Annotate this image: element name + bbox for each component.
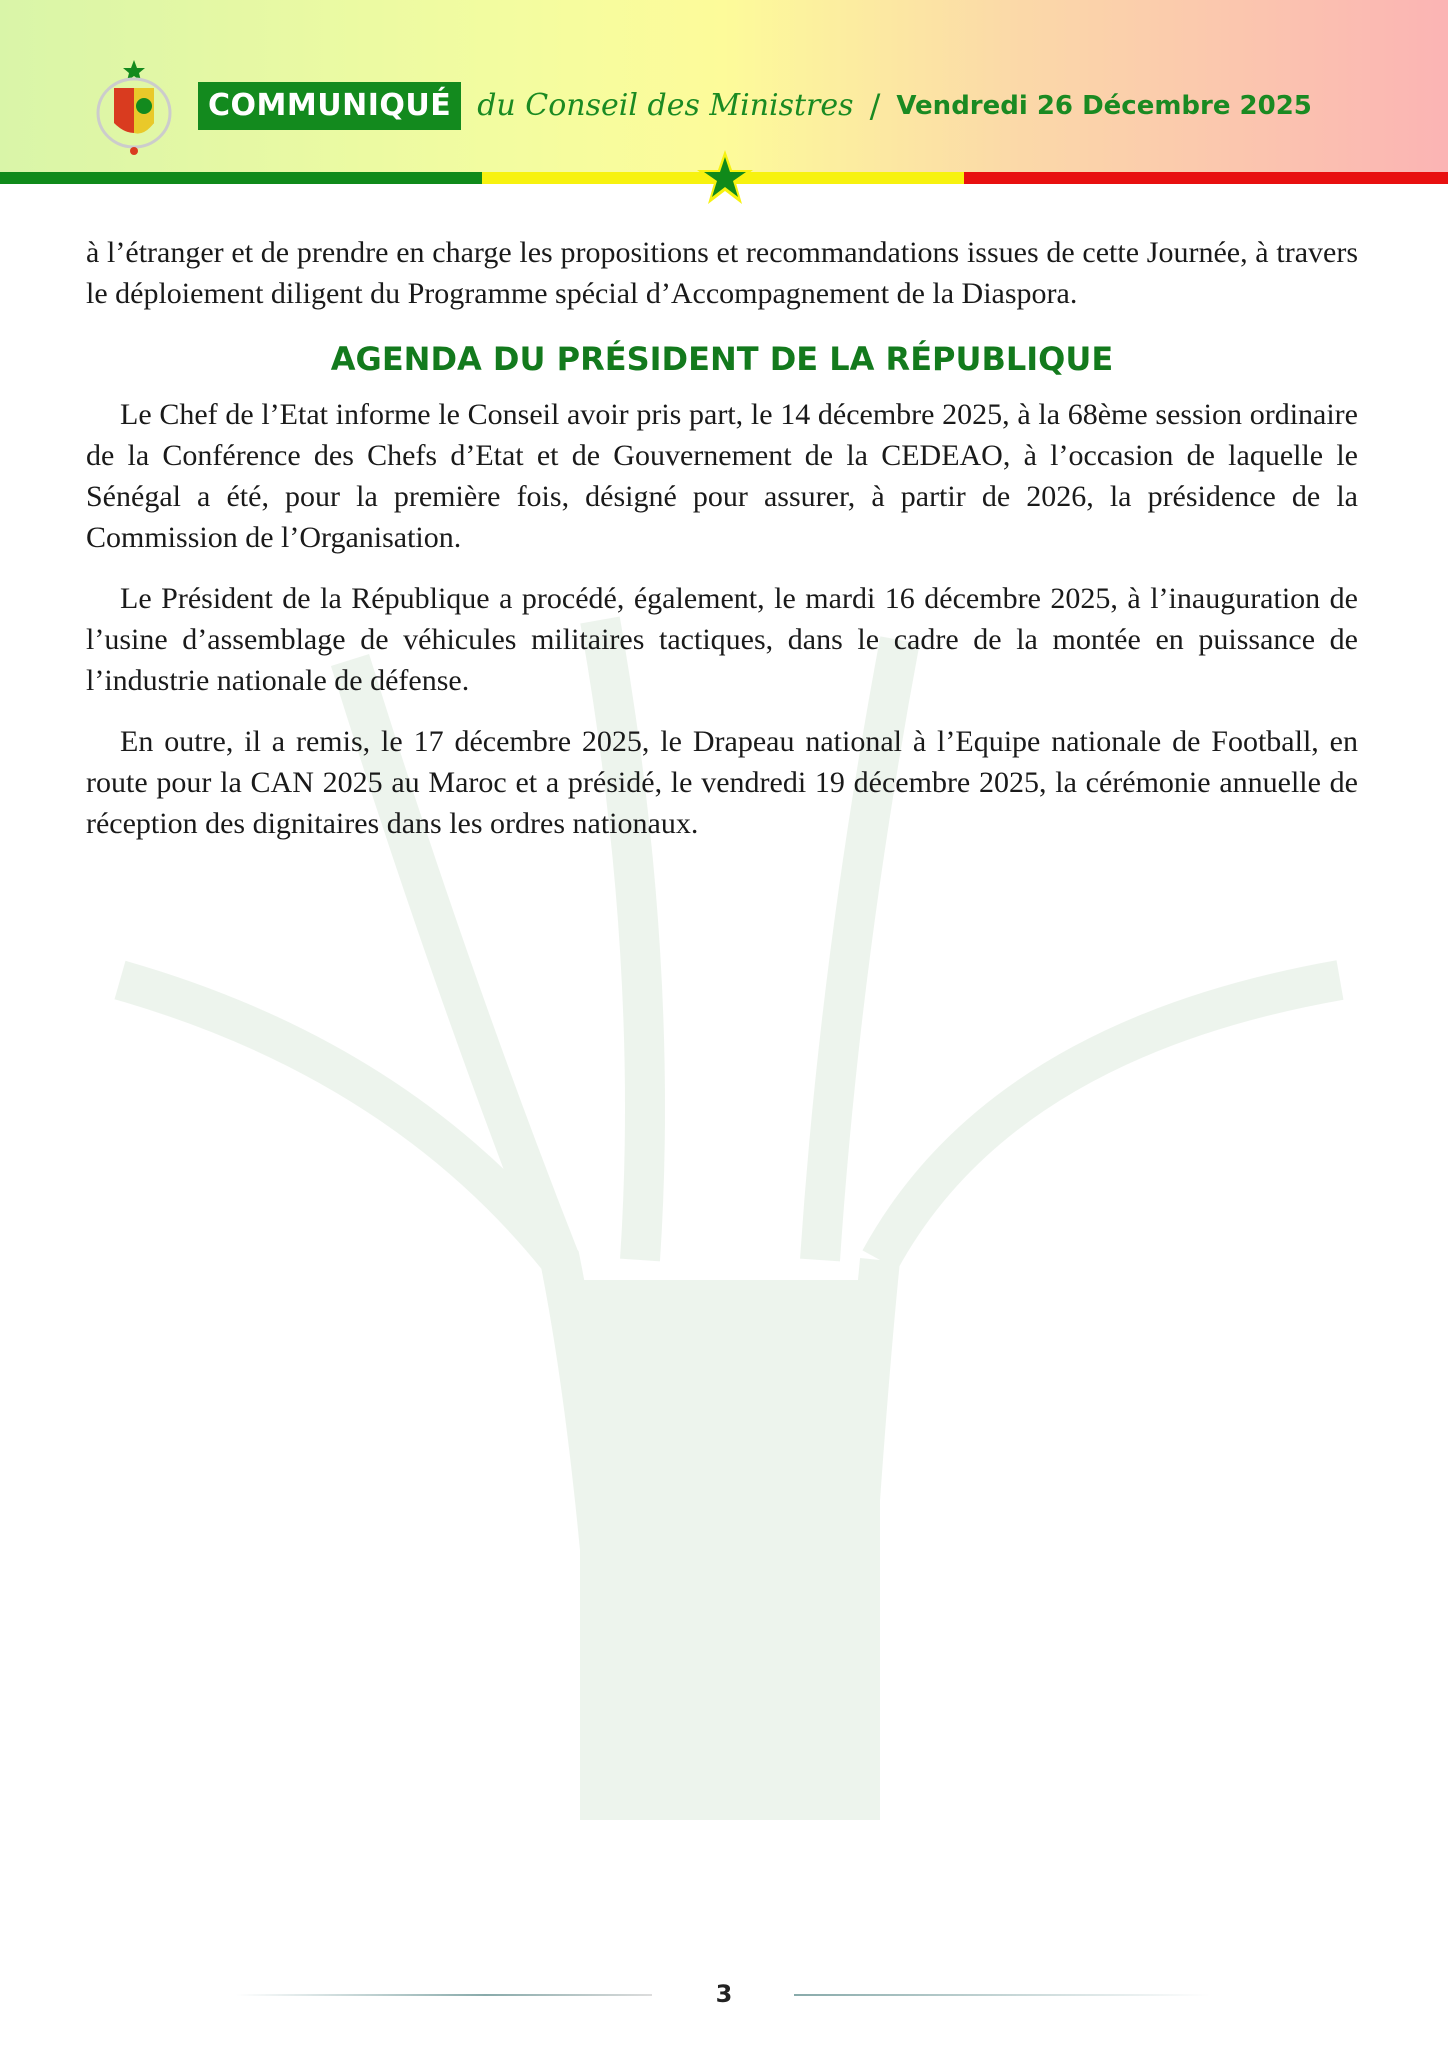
footer-divider-right	[794, 1994, 1210, 1996]
star-icon	[695, 148, 755, 208]
header-separator: /	[869, 87, 881, 125]
header-title-row	[198, 80, 1312, 132]
footer-divider-left	[236, 1994, 652, 1996]
coat-of-arms-icon	[94, 58, 174, 158]
paragraph: En outre, il a remis, le 17 décembre 2025, le Drapeau national à l’Equipe nationale de Football, en route pour la CAN 2025 au Maroc et a présidé, le vendredi 19 décembre 2025, la cérémonie annuelle de réception des dignitaires dans les ordres nationaux.	[86, 725, 1358, 840]
communique-badge: COMMUNIQUÉ	[198, 82, 461, 130]
page-number: 3	[715, 1980, 733, 2008]
header-date: Vendredi 26 Décembre 2025	[896, 91, 1312, 121]
continuation-paragraph: à l’étranger et de prendre en charge les propositions et recommandations issues de cette Journée, à travers le déploiement diligent du Programme spécial d’Accompagnement de la Diaspora.	[86, 236, 1358, 310]
document-body	[86, 232, 1358, 864]
flag-stripe-red	[964, 172, 1448, 184]
flag-stripe-green	[0, 172, 482, 184]
paragraph: Le Chef de l’Etat informe le Conseil avoir pris part, le 14 décembre 2025, à la 68ème session ordinaire de la Conférence des Chefs d’Etat et de Gouvernement de la CEDEAO, à l’occasion de laquelle le Sénégal a été, pour la première fois, désigné pour assurer, à partir de 2026, la présidence de la Commission de l’Organisation.	[86, 398, 1358, 554]
section-title: AGENDA DU PRÉSIDENT DE LA RÉPUBLIQUE	[330, 340, 1114, 378]
paragraph: Le Président de la République a procédé, également, le mardi 16 décembre 2025, à l’inauguration de l’usine d’assemblage de véhicules militaires tactiques, dans le cadre de la montée en puissance de l’industrie nationale de défense.	[86, 582, 1358, 697]
header-subtitle: du Conseil des Ministres	[477, 88, 854, 123]
